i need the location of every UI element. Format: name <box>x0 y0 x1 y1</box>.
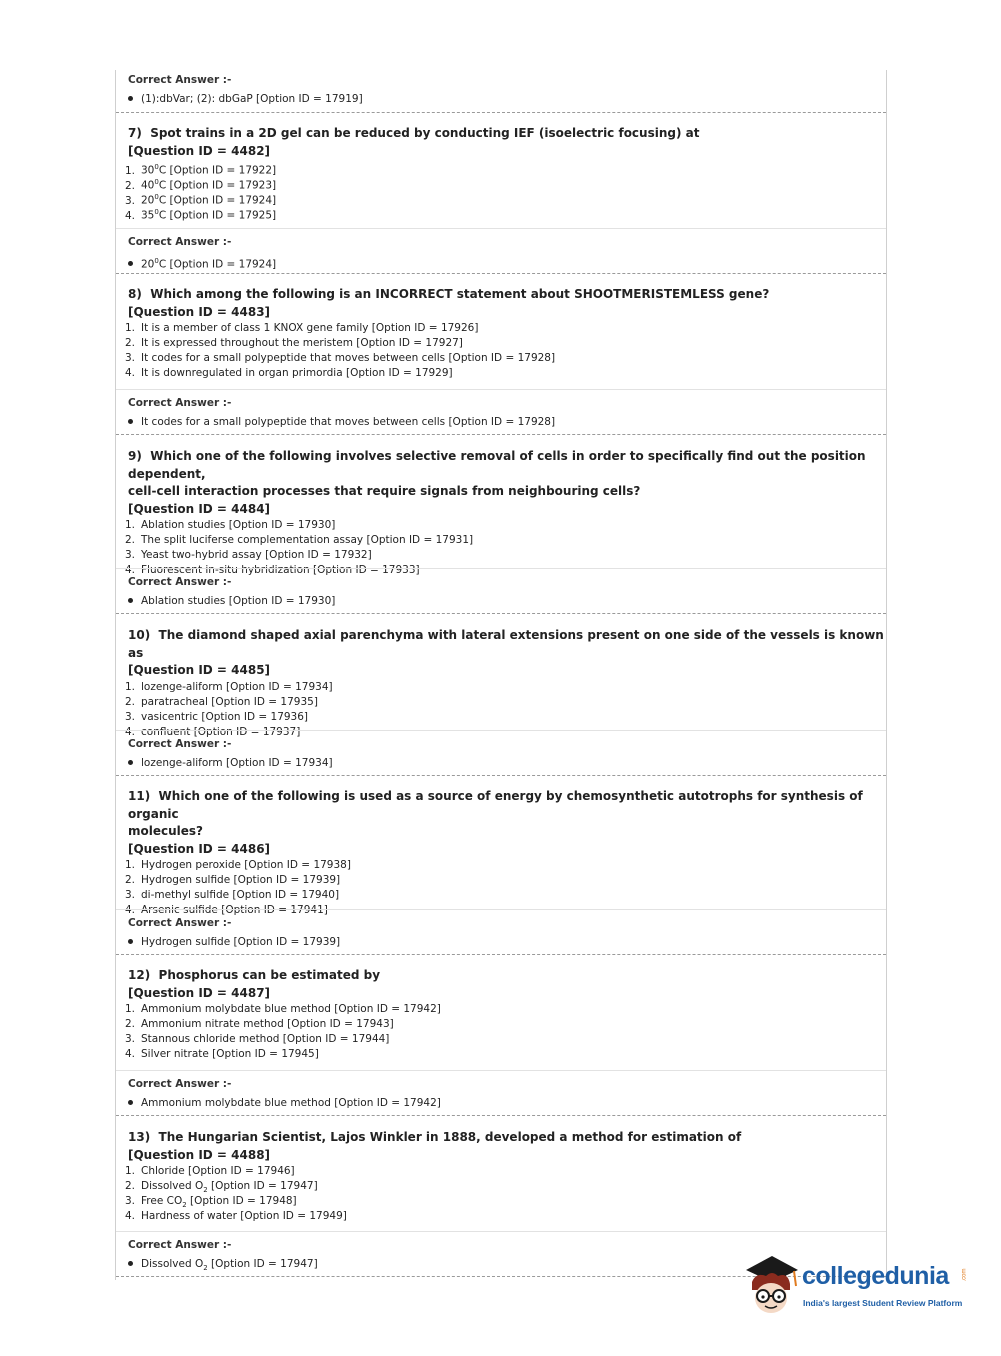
option-item: 3. It codes for a small polypeptide that moves between cells [Option ID = 17928] <box>125 352 556 364</box>
separator <box>116 954 886 955</box>
correct-answer-label: Correct Answer :- <box>128 74 232 86</box>
option-item: 1. Hydrogen peroxide [Option ID = 17938] <box>125 859 351 871</box>
question-text: 13) The Hungarian Scientist, Lajos Winkler in 1888, developed a method for estimation of <box>128 1130 742 1144</box>
option-item: 1. $30^0C$ [Option ID = 17922] <box>125 163 277 177</box>
answer-block-11 <box>116 915 886 951</box>
correct-answer-row: Hydrogen sulfide [Option ID = 17939] <box>128 933 886 951</box>
bullet-icon <box>128 261 133 266</box>
question-text: 8) Which among the following is an INCORRECT statement about SHOOTMERISTEMLESS gene? <box>128 287 770 301</box>
answer-block-8 <box>116 395 886 431</box>
question-block-12 <box>116 967 886 1062</box>
divider <box>116 568 886 569</box>
correct-answer-label: Correct Answer :- <box>128 917 232 929</box>
divider <box>116 1231 886 1232</box>
correct-answer-row: Ablation studies [Option ID = 17930] <box>128 592 886 610</box>
option-item: 4. Silver nitrate [Option ID = 17945] <box>125 1048 319 1060</box>
separator <box>116 434 886 435</box>
answer-block-12 <box>116 1076 886 1112</box>
divider <box>116 228 886 229</box>
bullet-icon <box>128 939 133 944</box>
bullet-icon <box>128 598 133 603</box>
correct-answer-label: Correct Answer :- <box>128 1239 232 1251</box>
brand-name: collegedunia <box>802 1262 949 1290</box>
question-block-11 <box>116 788 886 918</box>
option-item: 4. Fluorescent in-situ hybridization [Option ID = 17933] <box>125 564 420 576</box>
question-text: 10) The diamond shaped axial parenchyma with lateral extensions present on one side of the vessels is known as <box>128 628 884 660</box>
option-item: 3. di-methyl sulfide [Option ID = 17940] <box>125 889 340 901</box>
divider <box>116 1070 886 1071</box>
document-page <box>115 70 887 1280</box>
bullet-icon <box>128 760 133 765</box>
option-item: 2. Dissolved $O_2$ [Option ID = 17947] <box>125 1180 318 1195</box>
option-item: 3. Free $CO_2$ [Option ID = 17948] <box>125 1195 297 1210</box>
correct-answer-row: Ammonium molybdate blue method [Option ID = 17942] <box>128 1094 886 1112</box>
answer-block-6 <box>116 72 886 108</box>
option-item: 4. It is downregulated in organ primordia [Option ID = 17929] <box>125 367 453 379</box>
bullet-icon <box>128 419 133 424</box>
option-item: 4. Hardness of water [Option ID = 17949] <box>125 1210 347 1222</box>
question-block-7 <box>116 125 886 220</box>
option-item: 2. It is expressed throughout the meristem [Option ID = 17927] <box>125 337 463 349</box>
answer-block-7 <box>116 234 886 270</box>
correct-answer-label: Correct Answer :- <box>128 576 232 588</box>
separator <box>116 1115 886 1116</box>
option-item: 3. Yeast two-hybrid assay [Option ID = 17932] <box>125 549 372 561</box>
option-item: 2. Hydrogen sulfide [Option ID = 17939] <box>125 874 341 886</box>
divider <box>116 909 886 910</box>
answer-block-10 <box>116 736 886 772</box>
question-block-10 <box>116 627 886 740</box>
question-id: [Question ID = 4484] <box>128 501 271 516</box>
option-item: 1. Ablation studies [Option ID = 17930] <box>125 519 336 531</box>
question-id: [Question ID = 4485] <box>128 663 271 677</box>
question-id: [Question ID = 4488] <box>128 1147 271 1162</box>
question-id: [Question ID = 4487] <box>128 985 271 1000</box>
divider <box>116 389 886 390</box>
correct-answer-label: Correct Answer :- <box>128 1078 232 1090</box>
separator <box>116 775 886 776</box>
question-text-continued: cell-cell interaction processes that require signals from neighbouring cells? <box>128 484 641 498</box>
separator <box>116 273 886 274</box>
separator <box>116 613 886 614</box>
option-item: 2. $40^0C$ [Option ID = 17923] <box>125 178 277 192</box>
option-item: 1. Chloride [Option ID = 17946] <box>125 1165 295 1177</box>
correct-answer-row: Dissolved $O_2$ [Option ID = 17947] <box>128 1255 886 1273</box>
option-item: 2. Ammonium nitrate method [Option ID = 17943] <box>125 1018 394 1030</box>
brand-suffix: .com <box>961 1268 968 1282</box>
correct-answer-row: (1):dbVar; (2): dbGaP [Option ID = 17919] <box>128 90 886 108</box>
question-text: 9) Which one of the following involves selective removal of cells in order to specifically find out the position dependent, <box>128 449 866 481</box>
option-item: 4. confluent [Option ID = 17937] <box>125 725 301 738</box>
option-item: 1. lozenge-aliform [Option ID = 17934] <box>125 680 333 693</box>
option-item: 4. Arsenic sulfide [Option ID = 17941] <box>125 904 328 916</box>
question-block-9 <box>116 448 886 578</box>
correct-answer-label: Correct Answer :- <box>128 236 232 248</box>
brand-tagline: India's largest Student Review Platform <box>803 1298 963 1308</box>
bullet-icon <box>128 1261 133 1266</box>
option-item: 4. $35^0C$ [Option ID = 17925] <box>125 208 277 222</box>
mascot-icon <box>742 1250 800 1318</box>
option-item: 3. Stannous chloride method [Option ID = 17944] <box>125 1033 390 1045</box>
question-text: 12) Phosphorus can be estimated by <box>128 968 381 982</box>
question-id: [Question ID = 4486] <box>128 841 271 856</box>
question-text-continued: molecules? <box>128 824 204 838</box>
question-block-13 <box>116 1129 886 1224</box>
bullet-icon <box>128 1100 133 1105</box>
collegedunia-logo[interactable] <box>742 1250 972 1320</box>
option-item: 2. paratracheal [Option ID = 17935] <box>125 695 318 708</box>
correct-answer-row: It codes for a small polypeptide that moves between cells [Option ID = 17928] <box>128 413 886 431</box>
correct-answer-row: $20^0C$ [Option ID = 17924] <box>128 252 886 270</box>
correct-answer-label: Correct Answer :- <box>128 397 232 409</box>
question-text: 11) Which one of the following is used as a source of energy by chemosynthetic autotrophs for synthesis of organic <box>128 789 863 821</box>
option-item: 1. It is a member of class 1 KNOX gene family [Option ID = 17926] <box>125 322 479 334</box>
option-item: 2. The split luciferse complementation assay [Option ID = 17931] <box>125 534 474 546</box>
separator <box>116 112 886 113</box>
divider <box>116 730 886 731</box>
question-text: 7) Spot trains in a 2D gel can be reduced by conducting IEF (isoelectric focusing) at <box>128 126 700 140</box>
bullet-icon <box>128 96 133 101</box>
option-item: 1. Ammonium molybdate blue method [Option ID = 17942] <box>125 1003 441 1015</box>
option-item: 3. $20^0C$ [Option ID = 17924] <box>125 193 277 207</box>
correct-answer-label: Correct Answer :- <box>128 738 232 750</box>
option-item: 3. vasicentric [Option ID = 17936] <box>125 710 309 723</box>
question-id: [Question ID = 4483] <box>128 304 271 319</box>
question-block-8 <box>116 286 886 381</box>
answer-block-9 <box>116 574 886 610</box>
question-id: [Question ID = 4482] <box>128 143 271 158</box>
correct-answer-row: lozenge-aliform [Option ID = 17934] <box>128 754 886 772</box>
